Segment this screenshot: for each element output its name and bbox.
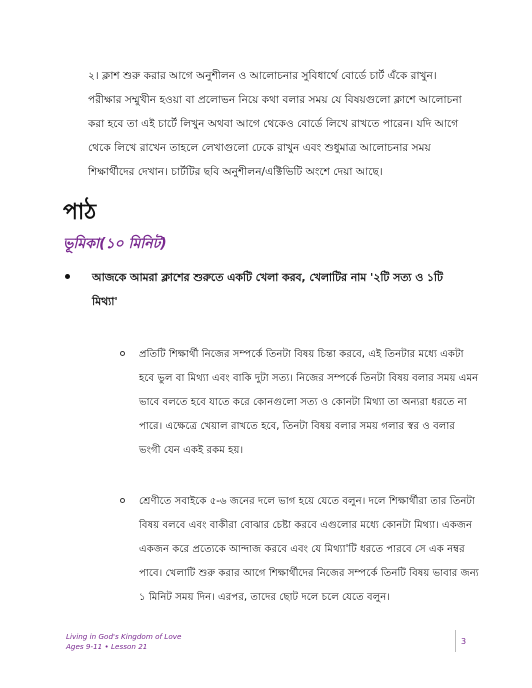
circle-bullet-icon: [120, 498, 125, 503]
circle-bullet-icon: [120, 351, 125, 356]
sub-item-1: প্রতিটি শিক্ষার্থী নিজের সম্পর্কে তিনটা বিষয় চিন্তা করবে, এই তিনটার মধ্যে একটা হবে ভুল বা মিথ্যা এবং বাকি দুটা সত্য। নিজের সম্পর্কে তিনটা বিষয় বলার সময় এমন ভাবে বলতে হবে যাতে করে কোনগুলো সত্য ও কোনটা মিথ্যা তা অন্যরা ধরতে না পারে। এক্ষেত্রে খেয়াল রাখতে হবে, তিনটা বিষয় বলার সময় গলার স্বর ও বলার ভংগী যেন একই রকম হয়।: [139, 349, 479, 456]
footer-line-2: Ages 9-11 • Lesson 21: [66, 642, 148, 651]
page-number: 3: [461, 637, 467, 646]
bullet-dot-icon: [65, 274, 70, 279]
footer-divider: [455, 630, 456, 652]
footer-line-1: Living in God's Kingdom of Love: [66, 632, 182, 641]
intro-paragraph: ২। ক্লাশ শুরু করার আগে অনুশীলন ও আলোচনার সুবিধার্থে বোর্ডে চার্ট এঁকে রাখুন। পরীক্ষার সম্মুখীন হওয়া বা প্রলোভন নিয়ে কথা বলার সময় যে বিষয়গুলো ক্লাশে আলোচনা করা হবে তা এই চার্টে লিখুন অথবা আগে থেকেও বোর্ডে লিখে রাখতে পারেন। যদি আগে থেকে লিখে রাখেন তাহলে লেখাগুলো ঢেকে রাখুন এবং শুধুমাত্র আলোচনার সময় শিক্ষার্থীদের দেখান। চার্টটির ছবি অনুশীলন/এক্টিভিটি অংশে দেয়া আছে।: [88, 70, 462, 178]
sub-item-2: শ্রেণীতে সবাইকে ৫-৬ জনের দলে ভাগ হয়ে যেতে বলুন। দলে শিক্ষার্থীরা তার তিনটা বিষয় বলবে এবং বাকীরা বোঝার চেষ্টা করবে এগুলোর মধ্যে কোনটা মিথ্যা। একজন একজন করে প্রত্যেকে আন্দাজ করবে এবং যে মিথ্যা'টি ধরতে পারবে সে এক নম্বর পাবে। খেলাটি শুরু করার আগে শিক্ষার্থীদের নিজের সম্পর্কে তিনটি বিষয় ভাবার জন্য ১ মিনিট সময় দিন। এরপর, তাদের ছোট দলে চলে যেতে বলুন।: [139, 496, 479, 603]
subsection-title: ভূমিকা(১০ মিনিট): [63, 236, 167, 252]
section-title: পাঠ: [63, 200, 97, 225]
bullet-text: আজকে আমরা ক্লাশের শুরুতে একটি খেলা করব, খেলাটির নাম '২টি সত্য ও ১টি মিথ্যা': [92, 271, 443, 308]
footer-course-info: [66, 632, 181, 652]
